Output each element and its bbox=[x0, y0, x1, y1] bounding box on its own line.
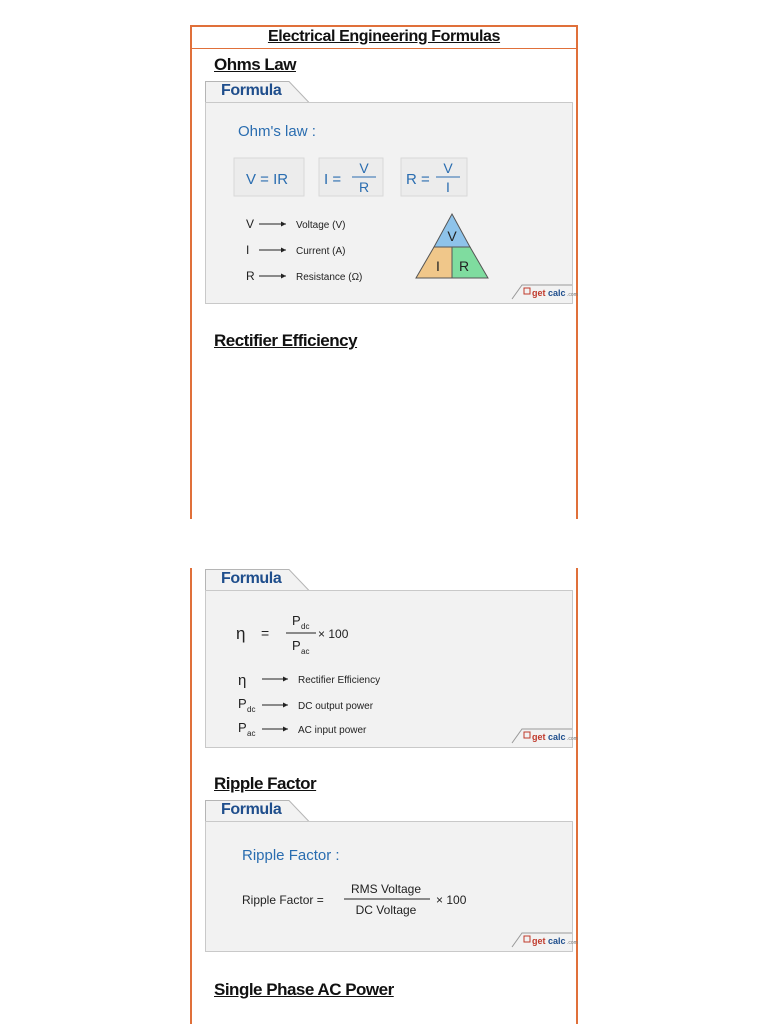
eta-symbol: η bbox=[236, 624, 246, 643]
den-p: P bbox=[292, 638, 301, 653]
triangle-left-label: I bbox=[436, 258, 440, 274]
formula-tab-label: Formula bbox=[221, 82, 282, 99]
legend-symbol-i: I bbox=[246, 243, 250, 257]
arrow-icon bbox=[283, 677, 288, 682]
ripple-multiplier: × 100 bbox=[436, 893, 467, 907]
ripple-panel-title: Ripple Factor : bbox=[242, 847, 340, 864]
getcalc-watermark bbox=[512, 285, 578, 299]
legend-symbol-r: R bbox=[246, 269, 255, 283]
multiplier: × 100 bbox=[318, 627, 349, 641]
arrow-icon bbox=[283, 727, 288, 732]
formula-tab-label: Formula bbox=[221, 570, 282, 587]
rectifier-formula bbox=[206, 591, 578, 747]
watermark-prefix: get bbox=[532, 732, 546, 742]
arrow-icon bbox=[281, 274, 286, 279]
section-heading-ohms-law: Ohms Law bbox=[214, 55, 296, 74]
legend-meaning-i: Current (A) bbox=[296, 246, 346, 257]
legend-sub-pdc: dc bbox=[247, 705, 256, 714]
watermark-main: calc bbox=[548, 732, 566, 742]
eq-r-num: V bbox=[443, 160, 453, 176]
ohms-triangle-icon bbox=[416, 214, 488, 278]
legend-meaning-pdc: DC output power bbox=[298, 701, 374, 712]
ripple-formula bbox=[206, 822, 578, 951]
triangle-top-label: V bbox=[447, 228, 457, 244]
watermark-suffix: .com bbox=[567, 940, 578, 946]
document-title: Electrical Engineering Formulas bbox=[190, 25, 578, 49]
den-sub: ac bbox=[301, 647, 310, 656]
ohms-legend bbox=[246, 217, 362, 283]
ripple-den: DC Voltage bbox=[355, 903, 417, 917]
formula-panel-rectifier bbox=[205, 590, 578, 748]
num-sub: dc bbox=[301, 622, 310, 631]
eq-r-den: I bbox=[446, 179, 450, 195]
ripple-num: RMS Voltage bbox=[350, 882, 422, 896]
legend-symbol-pac: P bbox=[238, 720, 247, 735]
legend-symbol-v: V bbox=[246, 217, 255, 231]
triangle-right-label: R bbox=[458, 258, 470, 274]
section-heading-rectifier: Rectifier Efficiency bbox=[214, 331, 358, 350]
rectifier-legend bbox=[238, 672, 380, 738]
eq-r-lhs: R = bbox=[406, 171, 430, 188]
watermark-prefix: get bbox=[532, 288, 546, 298]
watermark-suffix: .com bbox=[567, 292, 578, 298]
ohms-law-formula bbox=[206, 103, 578, 303]
eq-v-ir: V = IR bbox=[246, 171, 289, 188]
num-p: P bbox=[292, 613, 301, 628]
getcalc-watermark bbox=[512, 933, 578, 947]
legend-meaning-pac: AC input power bbox=[298, 725, 367, 736]
getcalc-watermark bbox=[512, 729, 578, 743]
legend-symbol-pdc: P bbox=[238, 696, 247, 711]
eq-equals: = bbox=[261, 625, 270, 641]
legend-meaning-eta: Rectifier Efficiency bbox=[298, 675, 381, 686]
arrow-icon bbox=[281, 222, 286, 227]
watermark-main: calc bbox=[548, 288, 566, 298]
formula-tab-label: Formula bbox=[221, 801, 282, 818]
eq-i-num: V bbox=[359, 160, 369, 176]
formula-panel-ohms bbox=[205, 102, 578, 304]
formula-tab-ohms bbox=[205, 81, 315, 103]
arrow-icon bbox=[283, 703, 288, 708]
ohms-panel-title: Ohm's law : bbox=[238, 123, 316, 140]
eq-i-lhs: I = bbox=[324, 171, 342, 188]
legend-meaning-v: Voltage (V) bbox=[296, 220, 346, 231]
eq-i-den: R bbox=[358, 179, 370, 195]
section-heading-ripple: Ripple Factor bbox=[214, 774, 317, 793]
formula-tab-ripple bbox=[205, 800, 315, 822]
ripple-eq-lhs: Ripple Factor = bbox=[242, 893, 324, 907]
watermark-prefix: get bbox=[532, 936, 546, 946]
watermark-main: calc bbox=[548, 936, 566, 946]
watermark-suffix: .com bbox=[567, 736, 578, 742]
section-heading-single-phase: Single Phase AC Power bbox=[214, 980, 394, 999]
legend-symbol-eta: η bbox=[238, 672, 247, 689]
legend-meaning-r: Resistance (Ω) bbox=[296, 272, 363, 283]
formula-panel-ripple bbox=[205, 821, 578, 952]
formula-tab-rectifier bbox=[205, 569, 315, 591]
arrow-icon bbox=[281, 248, 286, 253]
legend-sub-pac: ac bbox=[247, 729, 256, 738]
